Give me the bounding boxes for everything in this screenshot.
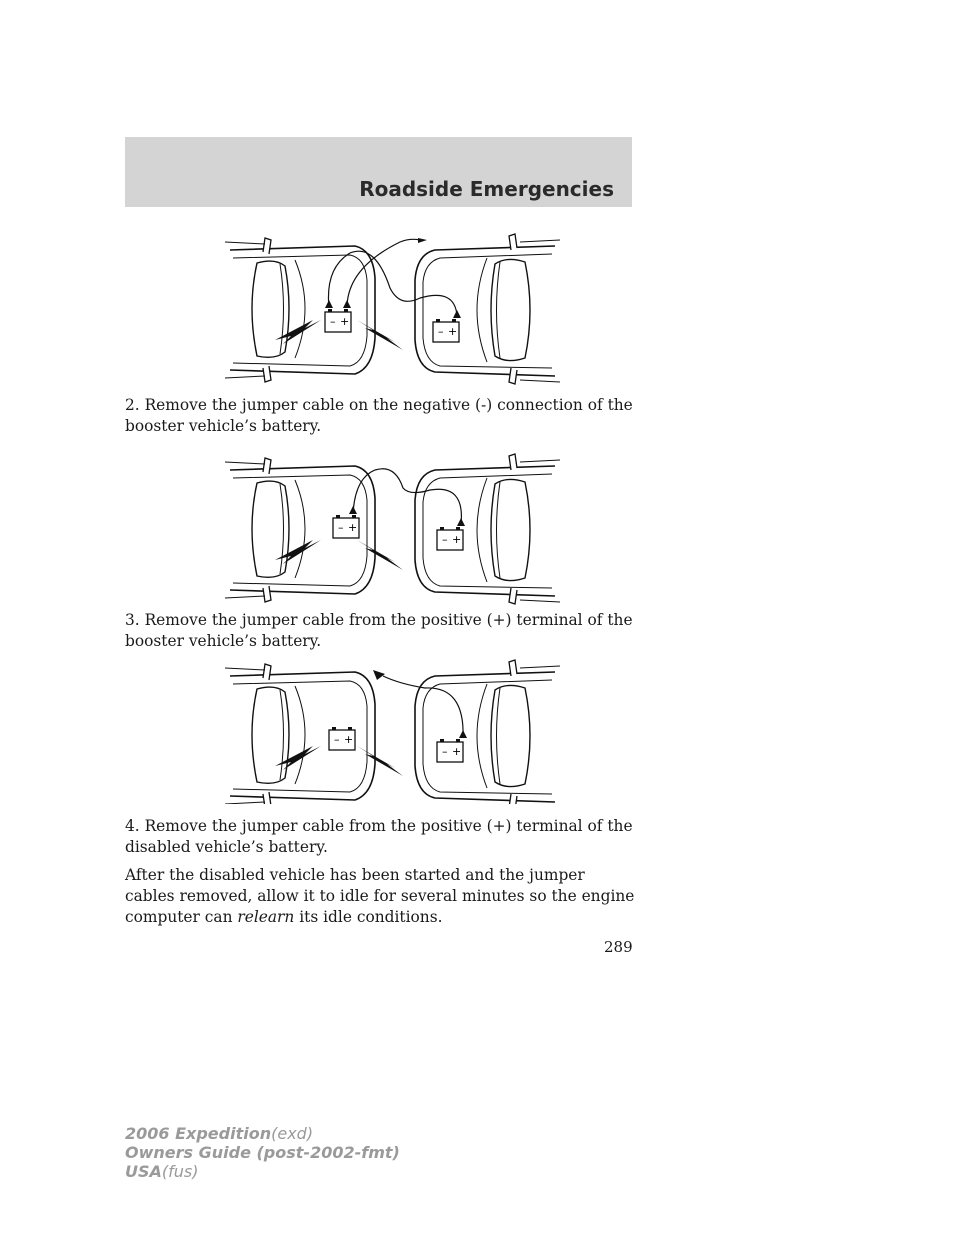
battery-negative-label: – (330, 315, 336, 328)
jump-start-illustration-3 (225, 654, 560, 804)
booster-battery-icon (325, 309, 351, 332)
disabled-battery-icon (433, 319, 459, 342)
disabled-battery-icon (437, 527, 463, 550)
cable-clamp-icon (453, 310, 461, 318)
svg-text:+: + (452, 745, 462, 758)
svg-text:–: – (442, 745, 448, 758)
cable-clamp-icon (457, 518, 465, 526)
section-header-band (125, 137, 632, 207)
jump-start-illustration-1 (225, 228, 560, 398)
svg-text:–: – (334, 733, 340, 746)
cable-clamp-icon (325, 300, 333, 308)
document-footer: 2006 Expedition(exd) Owners Guide (post-2002-fmt) USA(fus) (125, 1124, 400, 1181)
idle-relearn-note: After the disabled vehicle has been started and the jumper cables removed, allow it to idle for several minutes so the engine computer can relearn its idle conditions. (125, 866, 635, 926)
svg-text:–: – (338, 521, 344, 534)
svg-text:+: + (344, 733, 354, 746)
booster-battery-icon (333, 515, 359, 538)
jumper-cable (347, 239, 420, 308)
cable-clamp-icon (343, 300, 351, 308)
step-3-text: 3. Remove the jumper cable from the positive (+) terminal of the booster vehicle’s battery. (125, 611, 633, 650)
cable-clamp-icon (349, 506, 357, 514)
svg-text:+: + (452, 533, 462, 546)
battery-positive-label: + (340, 315, 350, 328)
cable-clamp-icon (418, 238, 427, 243)
svg-text:+: + (348, 521, 358, 534)
page-number: 289 (604, 938, 633, 956)
svg-text:+: + (448, 325, 458, 338)
step-2-text: 2. Remove the jumper cable on the negative (-) connection of the booster vehicle’s battery. (125, 396, 633, 435)
svg-text:–: – (438, 325, 444, 338)
disabled-battery-icon (437, 739, 463, 762)
booster-battery-icon (329, 727, 355, 750)
jump-start-illustration-2 (225, 448, 560, 610)
relearn-emphasis: relearn (237, 908, 295, 926)
svg-text:–: – (442, 533, 448, 546)
step-4-text: 4. Remove the jumper cable from the positive (+) terminal of the disabled vehicle’s battery. (125, 817, 633, 856)
section-title: Roadside Emergencies (359, 177, 614, 201)
cable-clamp-icon (459, 730, 467, 738)
cable-clamp-icon (373, 670, 385, 680)
